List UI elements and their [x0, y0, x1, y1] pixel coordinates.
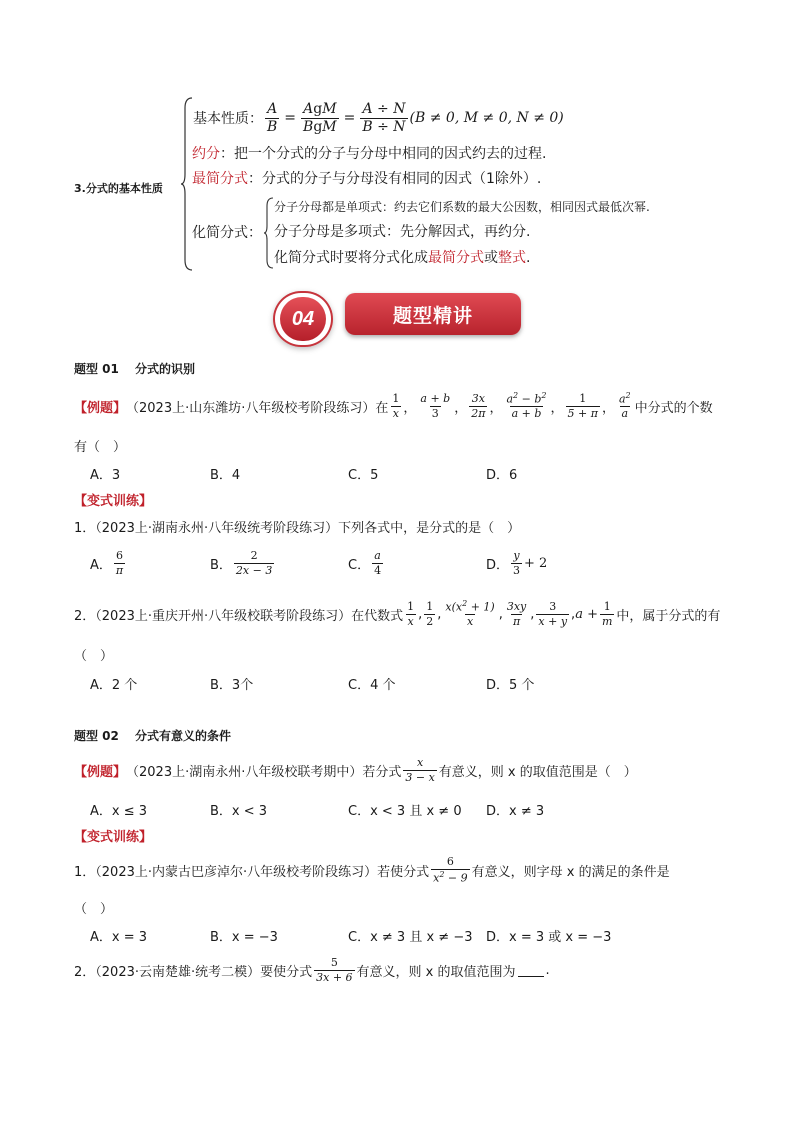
option-b: B．4	[210, 468, 241, 483]
simplest-term: 最简分式	[192, 171, 248, 187]
type01-q1-option-a: A． $\frac{6}{\pi}$	[90, 548, 124, 577]
section-title-banner: 题型精讲	[345, 293, 521, 335]
q2-option-c: C．4 个	[348, 678, 396, 693]
reduce-line	[192, 143, 546, 163]
section-number: 04	[280, 297, 326, 341]
type02-example: 【例题】 （2023上·湖南永州·八年级校联考期中）若分式 $\frac{x}{3 - x}$ 有意义，则 x 的取值范围是（ ）	[74, 755, 637, 784]
type01-q1-option-d: D． $\frac{y}{3}$ + 2	[486, 548, 548, 577]
simplest-definition: ：分式的分子与分母没有相同的因式（1除外）.	[248, 171, 542, 187]
option-d: D．6	[486, 468, 518, 483]
example-line2: 有（ ）	[74, 440, 127, 455]
basic-property-label: 基本性质：	[193, 111, 263, 127]
q2-option-d: D．5 个	[486, 678, 535, 693]
basic-property-row: 基本性质： $\frac{A}{B}$ = $\frac{\text{AgM}}{\text{BgM}}$ = $\frac{A \div N}{B \div N}$ (B ≠ 0, M ≠ 0, N ≠ 0)	[193, 100, 564, 135]
type02-q1-option-d: D．x = 3 或 x = −3	[486, 930, 612, 945]
type01-q2: 2．（2023上·重庆开州·八年级校联考阶段练习）在代数式 $\frac{1}{x}$ , $\frac{1}{2}$ , $\frac{x(x^2 + 1)}{x}$ , $\frac{3xy}{\pi}$ , $\frac{3}{x + y}$ , a + $\frac{1}{m}$ 中，属于分式的有	[74, 599, 721, 629]
type02-option-b: B．x < 3	[210, 804, 268, 819]
simplify-rule-1: 分子分母都是单项式：约去它们系数的最大公因数，相同因式最低次幂.	[274, 200, 650, 214]
type01-q2-line2: （ ）	[74, 649, 114, 664]
answer-blank[interactable]	[518, 964, 544, 977]
simplify-rule-3: 化简分式时要将分式化成最简分式或整式.	[274, 250, 531, 266]
simplify-rule-2: 分子分母是多项式：先分解因式，再约分.	[274, 224, 531, 240]
option-a: A．3	[90, 468, 121, 483]
type02-q1-option-b: B．x = −3	[210, 930, 278, 945]
example-tag: 【例题】	[74, 400, 127, 416]
fraction-an-over-bn: $\frac{A \div N}{B \div N}$	[362, 100, 406, 135]
type02-heading: 题型 02 分式有意义的条件	[74, 729, 232, 743]
type02-option-d: D．x ≠ 3	[486, 804, 545, 819]
simplest-line	[192, 168, 541, 188]
type02-q1: 1．（2023上·内蒙古巴彦淖尔·八年级校考阶段练习）若使分式 $\frac{6}{x^2 - 9}$ 有意义，则字母 x 的满足的条件是	[74, 855, 670, 885]
type02-q2: 2．（2023·云南楚雄·统考二模）要使分式 $\frac{5}{3x + 6}$ 有意义，则 x 的取值范围为 .	[74, 955, 550, 984]
type02-practice-tag: 【变式训练】	[74, 830, 153, 845]
simplify-label: 化简分式：	[192, 225, 262, 241]
type01-q1-option-b: B． $\frac{2}{2x - 3}$	[210, 548, 273, 577]
type02-q1-line2: （ ）	[74, 902, 114, 917]
reduce-definition: ：把一个分式的分子与分母中相同的因式约去的过程.	[220, 146, 547, 162]
type02-option-c: C．x < 3 且 x ≠ 0	[348, 804, 462, 819]
section-number-badge	[273, 291, 333, 347]
q2-option-a: A．2 个	[90, 678, 138, 693]
q2-option-b: B．3个	[210, 678, 254, 693]
type02-q1-option-c: C．x ≠ 3 且 x ≠ −3	[348, 930, 473, 945]
simplest-fraction-term: 最简分式	[428, 250, 484, 266]
type01-heading: 题型 01 分式的识别	[74, 362, 196, 376]
reduce-term: 约分	[192, 146, 220, 162]
practice-tag: 【变式训练】	[74, 494, 153, 509]
type01-example: 【例题】 （2023上·山东潍坊·八年级校考阶段练习）在 $\frac{1}{x}$ ， $\frac{a + b}{3}$ ， $\frac{3x}{2\pi}$ ， $\frac{a^2 - b^2}{a + b}$ ， $\frac{1}{5 + \pi}$ ， $\frac{a^2}{a}$ 中分式的个数	[74, 391, 713, 421]
fraction-am-over-bm: $\frac{\text{AgM}}{\text{BgM}}$	[303, 100, 337, 135]
example-text: （2023上·山东潍坊·八年级校考阶段练习）在	[126, 400, 389, 416]
basic-condition: (B ≠ 0, M ≠ 0, N ≠ 0)	[409, 110, 564, 126]
type01-q1: 1．（2023上·湖南永州·八年级统考阶段练习）下列各式中，是分式的是（ ）	[74, 521, 521, 536]
option-c: C．5	[348, 468, 379, 483]
fraction-a-over-b: $\frac{A}{B}$	[267, 100, 278, 135]
section-label: 3.分式的基本性质	[74, 182, 163, 195]
type02-option-a: A．x ≤ 3	[90, 804, 148, 819]
integral-expression-term: 整式	[498, 250, 526, 266]
example-tail: 中分式的个数	[634, 400, 713, 416]
type02-q1-option-a: A．x = 3	[90, 930, 148, 945]
type01-q1-option-c: C． $\frac{a}{4}$	[348, 548, 382, 577]
